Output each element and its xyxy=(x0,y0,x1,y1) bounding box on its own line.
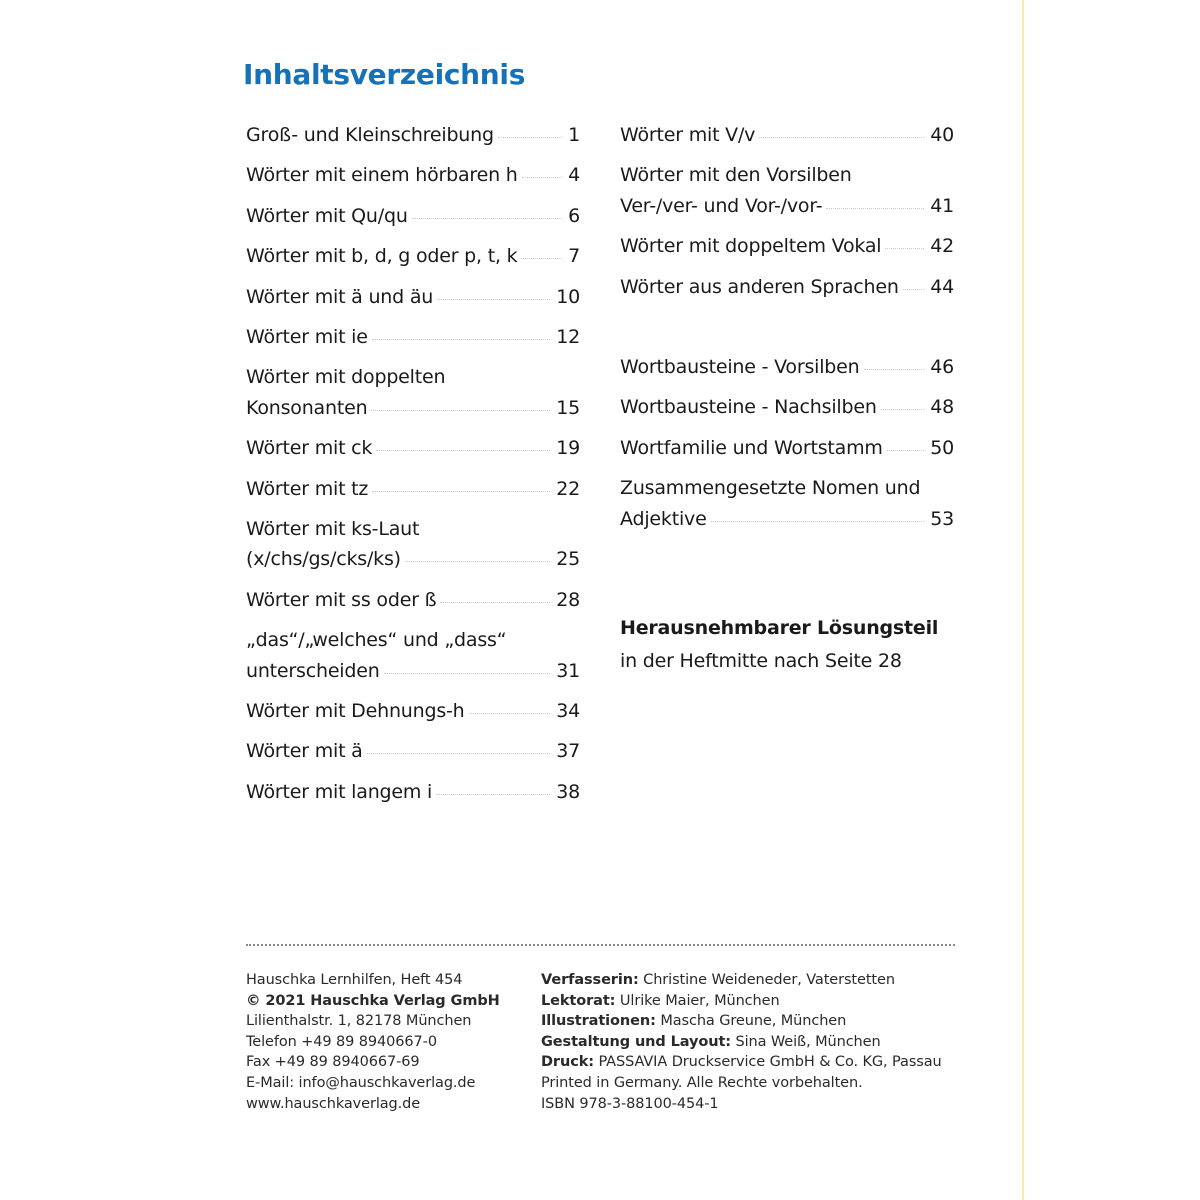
toc-entry-title: Adjektive xyxy=(620,507,707,530)
toc-entry-title: Wörter mit langem i xyxy=(246,780,433,803)
toc-page-number: 50 xyxy=(930,436,954,459)
dot-leader xyxy=(367,753,551,754)
imprint-label: Verfasserin: xyxy=(541,972,639,988)
imprint-text: Christine Weideneder, Vaterstetten xyxy=(638,972,895,988)
toc-entry-title: Wortfamilie und Wortstamm xyxy=(620,436,883,459)
imprint-text: Mascha Greune, München xyxy=(655,1013,847,1030)
toc-entry xyxy=(246,201,580,231)
toc-entry-title: Wörter mit ss oder ß xyxy=(246,588,437,611)
page-title: Inhaltsverzeichnis xyxy=(243,58,526,91)
toc-page-number: 7 xyxy=(568,245,580,268)
toc-entry xyxy=(246,514,580,575)
dot-leader xyxy=(372,339,550,340)
imprint-text: Lilienthalstr. 1, 82178 München xyxy=(246,1013,472,1030)
toc-page-number: 1 xyxy=(568,124,580,146)
toc-entry-title: Konsonanten xyxy=(246,396,368,419)
toc-entry-title: Wörter mit doppeltem Vokal xyxy=(620,235,882,258)
toc-entry-title: Wortbausteine - Nachsilben xyxy=(620,396,877,419)
dot-leader xyxy=(759,137,924,138)
toc-entry xyxy=(246,362,580,423)
dot-leader xyxy=(371,410,550,411)
toc-entry xyxy=(620,160,954,221)
toc-entry xyxy=(620,231,954,261)
imprint-line xyxy=(541,1052,942,1073)
toc-page-number: 48 xyxy=(930,396,954,419)
dot-leader xyxy=(885,248,924,249)
dotted-separator xyxy=(246,944,955,946)
dot-leader xyxy=(437,299,550,300)
solution-note xyxy=(620,612,938,678)
imprint-text: ISBN 978-3-88100-454-1 xyxy=(541,1095,719,1112)
toc-entry xyxy=(246,160,580,190)
dot-leader xyxy=(881,409,925,410)
imprint-line xyxy=(541,1032,942,1053)
toc-entry-title: Wortbausteine - Vorsilben xyxy=(620,356,860,378)
dot-leader xyxy=(412,218,562,219)
dot-leader xyxy=(469,713,551,714)
toc-entry xyxy=(246,120,580,150)
imprint-text: Hauschka Lernhilfen, Heft 454 xyxy=(246,972,463,988)
imprint-line xyxy=(246,1052,500,1073)
imprint-text: Sina Weiß, München xyxy=(730,1033,881,1050)
imprint-publisher xyxy=(246,970,500,1114)
imprint-line xyxy=(246,991,500,1012)
toc-page-number: 44 xyxy=(930,275,954,298)
toc-entry xyxy=(246,585,580,615)
toc-page-number: 12 xyxy=(556,326,580,348)
toc-page-number: 42 xyxy=(930,235,954,258)
dot-leader xyxy=(440,602,550,603)
toc-page-number: 4 xyxy=(568,164,580,187)
toc-page-number: 25 xyxy=(556,548,580,571)
toc-entry xyxy=(246,282,580,312)
imprint-line xyxy=(541,1073,942,1094)
dot-leader xyxy=(498,137,562,138)
toc-page-number: 15 xyxy=(556,396,580,419)
toc-page-number: 6 xyxy=(568,204,580,227)
imprint-label: Illustrationen: xyxy=(541,1013,656,1030)
toc-page-number: 53 xyxy=(930,507,954,530)
imprint-line xyxy=(541,1011,942,1032)
imprint-line xyxy=(541,970,942,991)
toc-entry-title: Wörter mit ks-Laut xyxy=(246,518,420,540)
dot-leader xyxy=(887,450,925,451)
imprint-text: Ulrike Maier, München xyxy=(615,992,780,1009)
toc-page-number: 40 xyxy=(930,124,954,146)
toc-entry xyxy=(246,625,580,686)
dot-leader xyxy=(384,673,551,674)
toc-entry-title: Zusammengesetzte Nomen und xyxy=(620,477,921,500)
toc-entry-title: Wörter mit den Vorsilben xyxy=(620,164,852,187)
imprint-label: Lektorat: xyxy=(541,992,616,1009)
toc-entry-title: Wörter mit ck xyxy=(246,437,373,460)
toc-entry xyxy=(246,433,580,463)
toc-entry-title: Wörter mit ä xyxy=(246,740,363,763)
toc-entry xyxy=(620,433,954,463)
dot-leader xyxy=(711,521,925,522)
imprint-line xyxy=(246,1073,500,1094)
imprint-text: Telefon +49 89 8940667-0 xyxy=(246,1033,437,1050)
toc-entry xyxy=(620,473,954,534)
imprint-line xyxy=(541,991,942,1012)
imprint-text: www.hauschkaverlag.de xyxy=(246,1095,421,1112)
toc-entry-title: unterscheiden xyxy=(246,659,380,682)
toc-entry-title: Wörter mit Qu/qu xyxy=(246,204,408,227)
imprint-label: © 2021 Hauschka Verlag GmbH xyxy=(246,992,500,1009)
solution-heading: Herausnehmbarer Lösungsteil xyxy=(620,617,939,639)
imprint-label: Druck: xyxy=(541,1054,594,1071)
toc-entry-title: Ver-/ver- und Vor-/vor- xyxy=(620,194,823,217)
toc-entry-title: Wörter mit tz xyxy=(246,477,369,500)
toc-page-number: 34 xyxy=(556,700,580,722)
toc-entry-title: (x/chs/gs/cks/ks) xyxy=(246,548,401,571)
toc-entry-title: Wörter mit doppelten xyxy=(246,366,446,389)
imprint-text: Fax +49 89 8940667-69 xyxy=(246,1054,420,1071)
solution-text: in der Heftmitte nach Seite 28 xyxy=(620,650,902,672)
imprint-credits xyxy=(541,970,942,1114)
imprint-label: Gestaltung und Layout: xyxy=(541,1033,731,1050)
dot-leader xyxy=(903,289,925,290)
imprint-text: Printed in Germany. Alle Rechte vorbehalten. xyxy=(541,1074,863,1091)
toc-entry xyxy=(246,474,580,504)
dot-leader xyxy=(826,208,924,209)
toc-entry-title: Wörter mit ä und äu xyxy=(246,285,434,308)
imprint-line xyxy=(246,1032,500,1053)
toc-entry xyxy=(620,352,954,382)
toc-entry-title: „das“/„welches“ und „dass“ xyxy=(246,629,507,652)
dot-leader xyxy=(522,177,562,178)
dot-leader xyxy=(376,450,550,451)
toc-page-number: 28 xyxy=(556,588,580,611)
imprint-line xyxy=(246,1094,500,1115)
toc-entry-title: Wörter mit einem hörbaren h xyxy=(246,164,518,187)
toc-page-number: 10 xyxy=(556,285,580,308)
toc-entry-title: Wörter mit V/v xyxy=(620,124,756,146)
toc-entry-title: Wörter mit ie xyxy=(246,326,368,348)
toc-entry-title: Wörter mit Dehnungs-h xyxy=(246,700,465,722)
toc-entry xyxy=(246,696,580,726)
toc-entry-title: Wörter mit b, d, g oder p, t, k xyxy=(246,245,518,268)
toc-page-number: 22 xyxy=(556,477,580,500)
dot-leader xyxy=(864,369,925,370)
imprint-text: PASSAVIA Druckservice GmbH & Co. KG, Passau xyxy=(593,1054,942,1071)
imprint-line xyxy=(246,1011,500,1032)
toc-page-number: 31 xyxy=(556,659,580,682)
toc-entry xyxy=(620,272,954,302)
toc-page-number: 41 xyxy=(930,194,954,217)
toc-entry xyxy=(246,241,580,271)
toc-entry xyxy=(246,322,580,352)
toc-entry xyxy=(620,392,954,422)
toc-entry xyxy=(246,736,580,766)
imprint-line xyxy=(541,1094,942,1115)
toc-page-number: 38 xyxy=(556,780,580,803)
toc-entry-title: Wörter aus anderen Sprachen xyxy=(620,275,899,298)
toc-entry-title: Groß- und Kleinschreibung xyxy=(246,124,494,146)
dot-leader xyxy=(521,258,562,259)
toc-entry xyxy=(246,777,580,807)
toc-page-number: 19 xyxy=(556,437,580,460)
imprint-line xyxy=(246,970,500,991)
page-edge-strip xyxy=(1022,0,1024,1200)
dot-leader xyxy=(436,794,550,795)
toc-entry xyxy=(620,120,954,150)
dot-leader xyxy=(405,561,550,562)
dot-leader xyxy=(372,491,550,492)
toc-page-number: 37 xyxy=(556,740,580,763)
imprint-text: E-Mail: info@hauschkaverlag.de xyxy=(246,1074,476,1091)
toc-page-number: 46 xyxy=(930,356,954,378)
